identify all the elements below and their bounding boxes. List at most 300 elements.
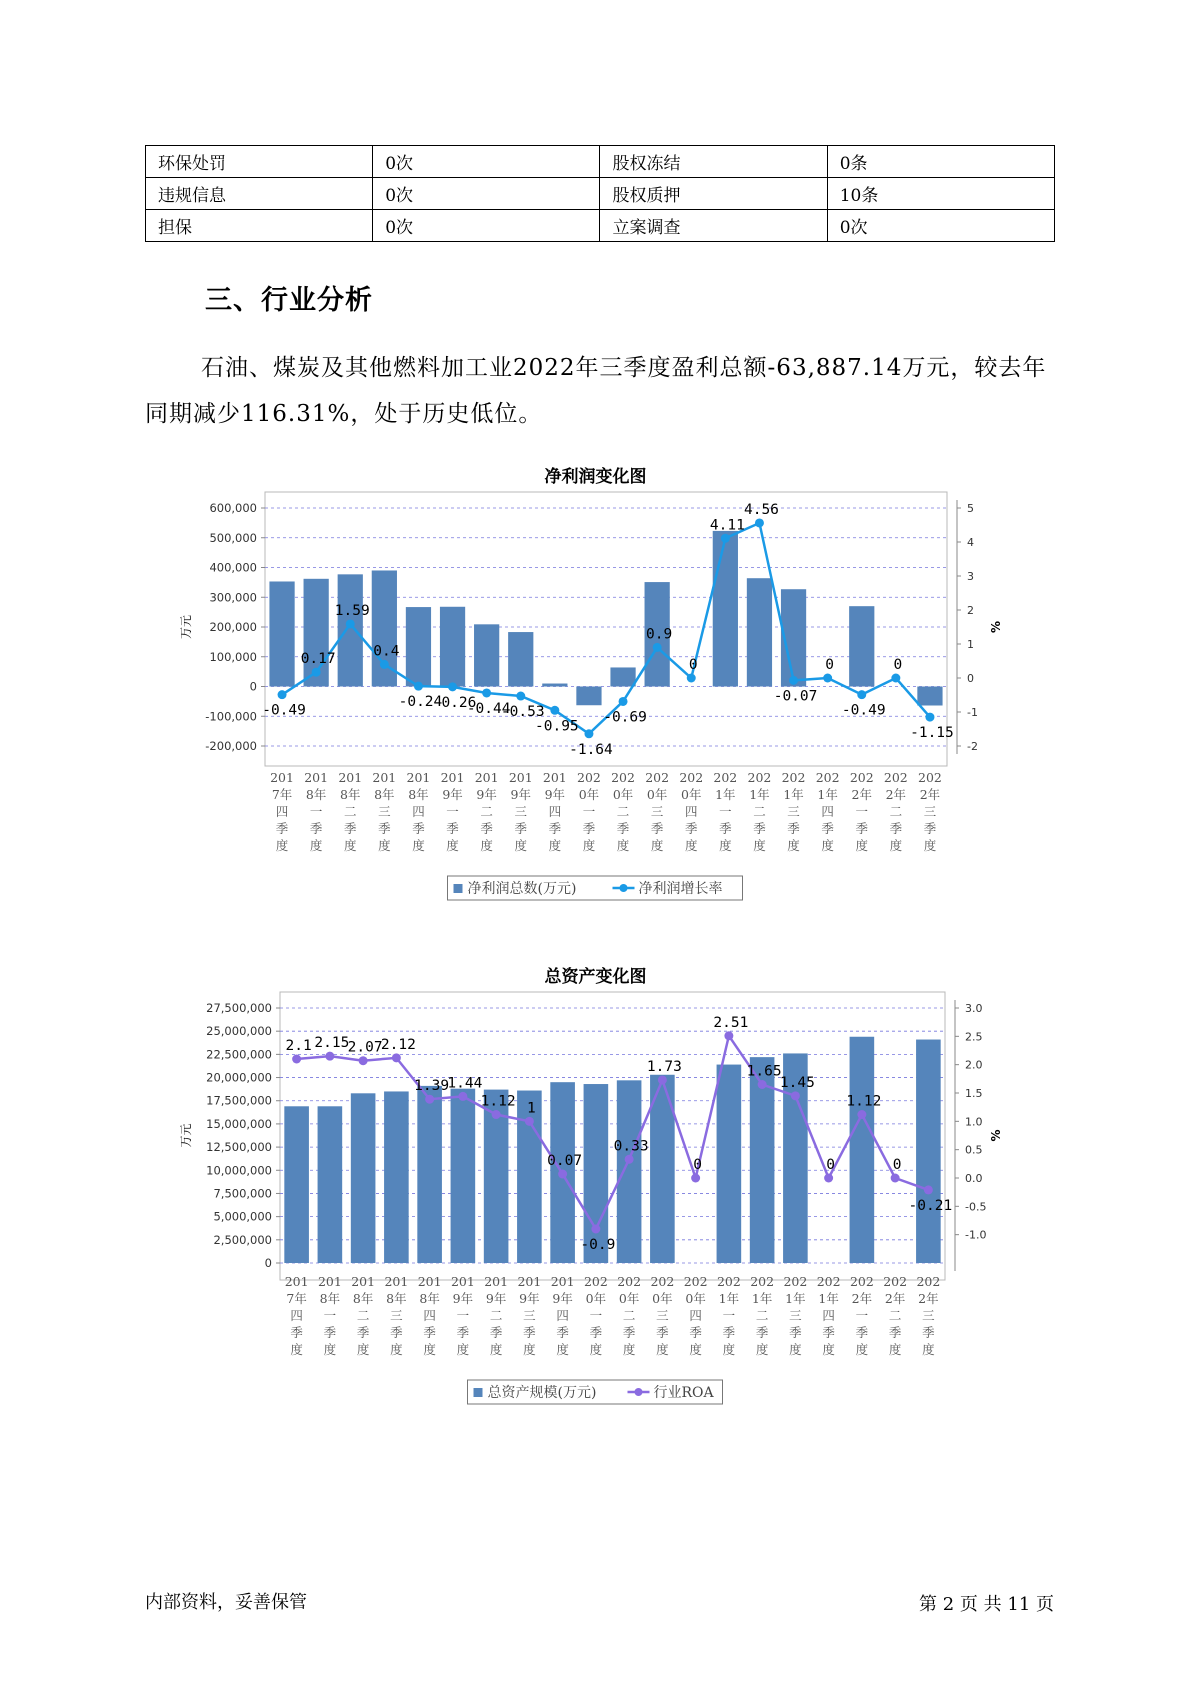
x-tick-label: 202 <box>849 770 874 785</box>
x-tick-label: 202 <box>918 770 942 785</box>
x-tick-label: 202 <box>849 1274 874 1289</box>
line-point <box>691 1174 700 1183</box>
x-tick-label: 度 <box>412 838 425 853</box>
x-tick-label: 季 <box>275 821 289 836</box>
x-tick-label: 二 <box>889 804 903 819</box>
x-tick-label: 201 <box>270 770 294 785</box>
data-label: 1.12 <box>846 1093 882 1110</box>
data-label: -0.26 <box>432 694 477 711</box>
x-tick-label: 四 <box>822 1308 835 1323</box>
x-tick-label: 8年 <box>374 787 395 802</box>
x-tick-label: 2年 <box>885 787 907 802</box>
y-tick-label: 15,000,000 <box>206 1116 272 1131</box>
x-tick-label: 0年 <box>618 1291 640 1306</box>
line-point <box>550 706 559 715</box>
x-tick-label: 一 <box>309 804 323 819</box>
y-tick-label: 22,500,000 <box>206 1047 272 1062</box>
line-point <box>653 643 662 652</box>
x-tick-label: 季 <box>889 821 903 836</box>
data-label: 0.07 <box>547 1153 583 1170</box>
data-label: 1.45 <box>779 1074 815 1091</box>
x-tick-label: 度 <box>390 1342 403 1357</box>
x-tick-label: 四 <box>821 804 834 819</box>
line-point <box>625 1155 634 1164</box>
x-tick-label: 季 <box>456 1325 470 1340</box>
line-point <box>891 674 900 683</box>
x-tick-label: 8年 <box>352 1291 374 1306</box>
line-point <box>857 1110 866 1119</box>
line-point <box>791 1091 800 1100</box>
data-label: -0.07 <box>773 688 818 705</box>
x-tick-label: 季 <box>787 821 800 836</box>
x-tick-label: 度 <box>855 1342 869 1357</box>
y2-tick-label: 5 <box>967 502 974 515</box>
x-tick-label: 季 <box>309 821 323 836</box>
table-cell: 立案调查 <box>600 210 827 242</box>
x-tick-label: 1年 <box>783 787 804 802</box>
x-tick-label: 二 <box>888 1308 902 1323</box>
x-tick-label: 0年 <box>578 787 600 802</box>
bar <box>917 687 942 706</box>
data-label: 4.11 <box>709 517 745 534</box>
x-tick-label: 201 <box>406 770 431 785</box>
x-tick-label: 度 <box>622 1342 636 1357</box>
x-tick-label: 度 <box>722 1342 736 1357</box>
x-tick-label: 0年 <box>652 1291 673 1306</box>
y2-tick-label: 2 <box>967 604 974 617</box>
line-point <box>824 1174 833 1183</box>
data-label: 0 <box>893 657 903 673</box>
bar <box>451 1089 476 1263</box>
x-tick-label: 四 <box>423 1308 436 1323</box>
x-tick-label: 1年 <box>785 1291 806 1306</box>
line-point <box>492 1110 501 1119</box>
table-cell: 股权质押 <box>600 178 827 210</box>
line-point <box>619 697 628 706</box>
x-tick-label: 8年 <box>340 787 361 802</box>
table-row <box>146 210 1055 242</box>
x-tick-label: 季 <box>755 1325 769 1340</box>
y2-tick-label: -2 <box>967 740 978 753</box>
bar <box>338 574 363 686</box>
data-label: 1.59 <box>334 602 370 619</box>
x-tick-label: 0年 <box>681 787 702 802</box>
x-tick-label: 9年 <box>485 1291 507 1306</box>
x-tick-label: 三 <box>650 804 664 819</box>
data-label: 1 <box>527 1100 536 1117</box>
line-point <box>924 1185 933 1194</box>
legend-bar-swatch <box>454 884 463 893</box>
x-tick-label: 三 <box>923 804 937 819</box>
x-tick-label: 四 <box>275 804 289 819</box>
x-tick-label: 度 <box>922 1342 935 1357</box>
data-label: -0.21 <box>908 1197 953 1214</box>
x-tick-label: 202 <box>750 1274 775 1289</box>
x-tick-label: 二 <box>616 804 630 819</box>
line-point <box>789 676 798 685</box>
x-tick-label: 201 <box>440 770 465 785</box>
y2-tick-label: -0.5 <box>965 1200 987 1214</box>
bar <box>508 632 533 686</box>
x-tick-label: 度 <box>650 838 664 853</box>
x-tick-label: 季 <box>290 1325 303 1340</box>
x-tick-label: 度 <box>290 1342 303 1357</box>
x-tick-label: 度 <box>753 838 766 853</box>
line-point <box>755 518 764 527</box>
y-tick-label: -100,000 <box>205 709 257 724</box>
bar <box>850 1037 875 1263</box>
x-tick-label: 季 <box>343 821 357 836</box>
line-point <box>346 619 355 628</box>
x-tick-label: 一 <box>855 804 869 819</box>
x-tick-label: 四 <box>556 1308 569 1323</box>
y-tick-label: 12,500,000 <box>206 1140 272 1155</box>
data-label: 0 <box>826 1157 835 1173</box>
x-tick-label: 201 <box>450 1274 475 1289</box>
x-tick-label: 季 <box>523 1325 536 1340</box>
x-tick-label: 三 <box>378 804 391 819</box>
x-tick-label: 1年 <box>817 787 838 802</box>
x-tick-label: 二 <box>356 1308 370 1323</box>
x-tick-label: 三 <box>514 804 528 819</box>
line-point <box>823 674 832 683</box>
x-tick-label: 季 <box>753 821 766 836</box>
x-tick-label: 季 <box>923 821 937 836</box>
x-tick-label: 二 <box>480 804 493 819</box>
x-tick-label: 7年 <box>271 787 293 802</box>
bar <box>916 1040 941 1263</box>
x-tick-label: 二 <box>343 804 357 819</box>
x-tick-label: 季 <box>356 1325 370 1340</box>
legend-bar-swatch <box>474 1388 483 1397</box>
line-point <box>516 692 525 701</box>
x-tick-label: 202 <box>683 1274 708 1289</box>
bar <box>617 1080 642 1263</box>
x-tick-label: 度 <box>489 1342 503 1357</box>
data-label: 1.73 <box>646 1058 682 1075</box>
x-tick-label: 202 <box>617 1274 642 1289</box>
x-tick-label: 201 <box>384 1274 409 1289</box>
x-tick-label: 9年 <box>544 787 566 802</box>
x-tick-label: 度 <box>855 838 869 853</box>
table-cell: 0次 <box>373 210 600 242</box>
x-tick-label: 一 <box>722 1308 736 1323</box>
data-label: 2.07 <box>347 1039 383 1056</box>
y2-tick-label: 2.5 <box>965 1030 983 1044</box>
data-label: 0.33 <box>613 1138 649 1155</box>
legend-label: 行业ROA <box>653 1385 714 1401</box>
line-point <box>525 1117 534 1126</box>
section-heading: 三、行业分析 <box>205 285 373 316</box>
x-tick-label: 0年 <box>685 1291 706 1306</box>
x-tick-label: 季 <box>650 821 664 836</box>
bar <box>269 581 294 686</box>
risk-info-table <box>145 145 1055 242</box>
net-profit-chart <box>0 490 1191 910</box>
line-point <box>721 534 730 543</box>
line-point <box>584 729 593 738</box>
legend-line-marker <box>620 884 628 892</box>
x-tick-label: 度 <box>548 838 562 853</box>
data-label: -0.53 <box>500 704 545 721</box>
x-tick-label: 度 <box>446 838 459 853</box>
x-tick-label: 度 <box>689 1342 702 1357</box>
line-point <box>857 690 866 699</box>
y-tick-label: 17,500,000 <box>206 1093 272 1108</box>
x-tick-label: 度 <box>755 1342 769 1357</box>
x-tick-label: 季 <box>922 1325 935 1340</box>
x-tick-label: 季 <box>622 1325 636 1340</box>
line-point <box>687 674 696 683</box>
x-tick-label: 度 <box>456 1342 470 1357</box>
line-point <box>292 1055 301 1064</box>
x-tick-label: 201 <box>372 770 397 785</box>
table-cell: 环保处罚 <box>146 146 373 178</box>
y-tick-label: 25,000,000 <box>206 1024 272 1039</box>
y2-tick-label: 2.0 <box>965 1058 983 1072</box>
x-tick-label: 9年 <box>476 787 497 802</box>
y-axis-label: 万元 <box>179 1123 193 1148</box>
line-point <box>425 1095 434 1104</box>
x-tick-label: 度 <box>789 1342 802 1357</box>
x-tick-label: 202 <box>583 1274 608 1289</box>
x-tick-label: 二 <box>622 1308 636 1323</box>
y-tick-label: 0 <box>249 679 257 694</box>
table-cell: 10条 <box>827 178 1054 210</box>
data-label: 0 <box>693 1157 702 1173</box>
x-tick-label: 四 <box>689 1308 702 1323</box>
chart-title-net-profit: 净利润变化图 <box>544 467 647 487</box>
x-tick-label: 202 <box>716 1274 741 1289</box>
y-tick-label: 600,000 <box>209 501 257 515</box>
x-tick-label: 季 <box>412 821 425 836</box>
legend-label: 净利润增长率 <box>638 881 723 897</box>
x-tick-label: 2年 <box>884 1291 906 1306</box>
x-tick-label: 2年 <box>918 1291 939 1306</box>
bar <box>474 624 499 686</box>
x-tick-label: 一 <box>589 1308 603 1323</box>
x-tick-label: 度 <box>309 838 323 853</box>
y-tick-label: 5,000,000 <box>213 1209 272 1224</box>
x-tick-label: 三 <box>656 1308 669 1323</box>
x-tick-label: 度 <box>923 838 937 853</box>
y2-tick-label: 3 <box>967 570 974 583</box>
x-tick-label: 三 <box>789 1308 802 1323</box>
table-cell: 0条 <box>827 146 1054 178</box>
x-tick-label: 度 <box>616 838 630 853</box>
x-tick-label: 9年 <box>552 1291 573 1306</box>
x-tick-label: 度 <box>821 838 834 853</box>
legend-label: 净利润总数(万元) <box>467 881 577 897</box>
x-tick-label: 8年 <box>319 1291 341 1306</box>
table-row <box>146 146 1055 178</box>
x-tick-label: 季 <box>722 1325 736 1340</box>
y2-axis-label: % <box>989 1129 1003 1142</box>
x-tick-label: 度 <box>323 1342 337 1357</box>
bar <box>384 1091 409 1263</box>
y-tick-label: 10,000,000 <box>206 1163 272 1178</box>
line-point <box>925 713 934 722</box>
line-point <box>392 1053 401 1062</box>
x-tick-label: 度 <box>889 838 903 853</box>
x-tick-label: 度 <box>378 838 391 853</box>
x-tick-label: 季 <box>822 1325 835 1340</box>
y2-axis-label: % <box>989 620 1003 634</box>
line-point <box>312 668 321 677</box>
y-tick-label: 0 <box>264 1256 272 1270</box>
bar <box>610 667 635 686</box>
y-tick-label: 400,000 <box>209 560 257 575</box>
y2-tick-label: 1.0 <box>965 1115 983 1129</box>
x-tick-label: 度 <box>589 1342 603 1357</box>
y-tick-label: 2,500,000 <box>213 1232 272 1247</box>
x-tick-label: 度 <box>423 1342 436 1357</box>
x-tick-label: 季 <box>855 821 869 836</box>
x-tick-label: 8年 <box>386 1291 407 1306</box>
table-cell: 0次 <box>373 178 600 210</box>
x-tick-label: 1年 <box>751 1291 773 1306</box>
x-tick-label: 202 <box>783 1274 808 1289</box>
x-tick-label: 202 <box>815 770 840 785</box>
table-row <box>146 178 1055 210</box>
x-tick-label: 202 <box>713 770 738 785</box>
legend-line-marker <box>635 1388 643 1396</box>
bar <box>542 684 567 687</box>
bar <box>747 578 772 686</box>
x-tick-label: 度 <box>822 1342 835 1357</box>
x-tick-label: 度 <box>356 1342 370 1357</box>
data-label: 0 <box>688 657 698 673</box>
table-cell: 担保 <box>146 210 373 242</box>
x-tick-label: 度 <box>656 1342 669 1357</box>
x-tick-label: 1年 <box>749 787 770 802</box>
x-tick-label: 季 <box>548 821 562 836</box>
bar <box>717 1065 742 1263</box>
x-tick-label: 季 <box>582 821 596 836</box>
x-tick-label: 201 <box>542 770 567 785</box>
y2-tick-label: 4 <box>967 536 974 549</box>
x-tick-label: 季 <box>446 821 459 836</box>
x-tick-label: 季 <box>489 1325 503 1340</box>
bar <box>351 1093 376 1263</box>
x-tick-label: 0年 <box>612 787 634 802</box>
x-tick-label: 季 <box>888 1325 902 1340</box>
x-tick-label: 2年 <box>851 1291 873 1306</box>
data-label: -0.24 <box>398 694 443 711</box>
x-tick-label: 季 <box>616 821 630 836</box>
x-tick-label: 季 <box>719 821 732 836</box>
data-label: 0 <box>825 657 835 673</box>
x-tick-label: 202 <box>650 1274 675 1289</box>
x-tick-label: 201 <box>304 770 329 785</box>
x-tick-label: 202 <box>645 770 670 785</box>
line-point <box>359 1056 368 1065</box>
line-point <box>558 1170 567 1179</box>
y2-tick-label: -1 <box>967 706 978 719</box>
x-tick-label: 9年 <box>452 1291 474 1306</box>
x-tick-label: 度 <box>480 838 493 853</box>
page-number: 第 2 页 共 11 页 <box>919 1594 1054 1615</box>
x-tick-label: 季 <box>390 1325 403 1340</box>
bar <box>849 606 874 686</box>
table-cell: 违规信息 <box>146 178 373 210</box>
x-tick-label: 8年 <box>305 787 327 802</box>
table-cell: 0次 <box>827 210 1054 242</box>
x-tick-label: 202 <box>781 770 806 785</box>
line-point <box>758 1080 767 1089</box>
x-tick-label: 度 <box>514 838 528 853</box>
x-tick-label: 季 <box>480 821 493 836</box>
x-tick-label: 201 <box>484 1274 509 1289</box>
data-label: 1.39 <box>414 1078 450 1095</box>
bar <box>517 1091 542 1263</box>
data-label: 1.65 <box>746 1063 782 1080</box>
x-tick-label: 1年 <box>718 1291 740 1306</box>
x-tick-label: 三 <box>390 1308 403 1323</box>
x-tick-label: 9年 <box>519 1291 540 1306</box>
x-tick-label: 季 <box>556 1325 569 1340</box>
bar <box>318 1106 343 1263</box>
bar <box>417 1086 442 1263</box>
bar <box>406 607 431 686</box>
x-tick-label: 季 <box>378 821 391 836</box>
bar <box>440 607 465 687</box>
y2-tick-label: 0.5 <box>965 1143 983 1157</box>
x-tick-label: 201 <box>508 770 533 785</box>
x-tick-label: 201 <box>417 1274 442 1289</box>
data-label: -0.49 <box>262 702 306 719</box>
x-tick-label: 季 <box>855 1325 869 1340</box>
x-tick-label: 202 <box>577 770 601 785</box>
data-label: 1.12 <box>480 1093 516 1110</box>
y-tick-label: 20,000,000 <box>206 1070 272 1085</box>
x-tick-label: 季 <box>656 1325 669 1340</box>
x-tick-label: 三 <box>787 804 800 819</box>
y-tick-label: 7,500,000 <box>213 1186 272 1201</box>
data-label: 0 <box>892 1157 902 1173</box>
x-tick-label: 度 <box>719 838 732 853</box>
x-tick-label: 202 <box>916 1274 941 1289</box>
x-tick-label: 度 <box>343 838 357 853</box>
data-label: -0.49 <box>841 702 886 719</box>
x-tick-label: 二 <box>753 804 766 819</box>
line-point <box>724 1031 733 1040</box>
x-tick-label: 202 <box>611 770 635 785</box>
x-tick-label: 一 <box>855 1308 869 1323</box>
data-label: 2.15 <box>314 1035 350 1052</box>
x-tick-label: 三 <box>922 1308 935 1323</box>
x-tick-label: 度 <box>275 838 289 853</box>
x-tick-label: 度 <box>556 1342 569 1357</box>
x-tick-label: 一 <box>719 804 732 819</box>
y-tick-label: -200,000 <box>205 739 257 753</box>
x-tick-label: 季 <box>589 1325 603 1340</box>
x-tick-label: 一 <box>446 804 459 819</box>
x-tick-label: 度 <box>684 838 698 853</box>
x-tick-label: 201 <box>338 770 363 785</box>
line-point <box>458 1092 467 1101</box>
x-tick-label: 度 <box>787 838 800 853</box>
x-tick-label: 202 <box>816 1274 841 1289</box>
line-point <box>414 682 423 691</box>
x-tick-label: 季 <box>821 821 834 836</box>
y-tick-label: 500,000 <box>209 530 257 545</box>
y-tick-label: 100,000 <box>209 649 257 664</box>
x-tick-label: 9年 <box>510 787 531 802</box>
y2-tick-label: 1.5 <box>965 1087 983 1100</box>
data-label: 0.17 <box>300 651 336 668</box>
x-tick-label: 201 <box>550 1274 575 1289</box>
